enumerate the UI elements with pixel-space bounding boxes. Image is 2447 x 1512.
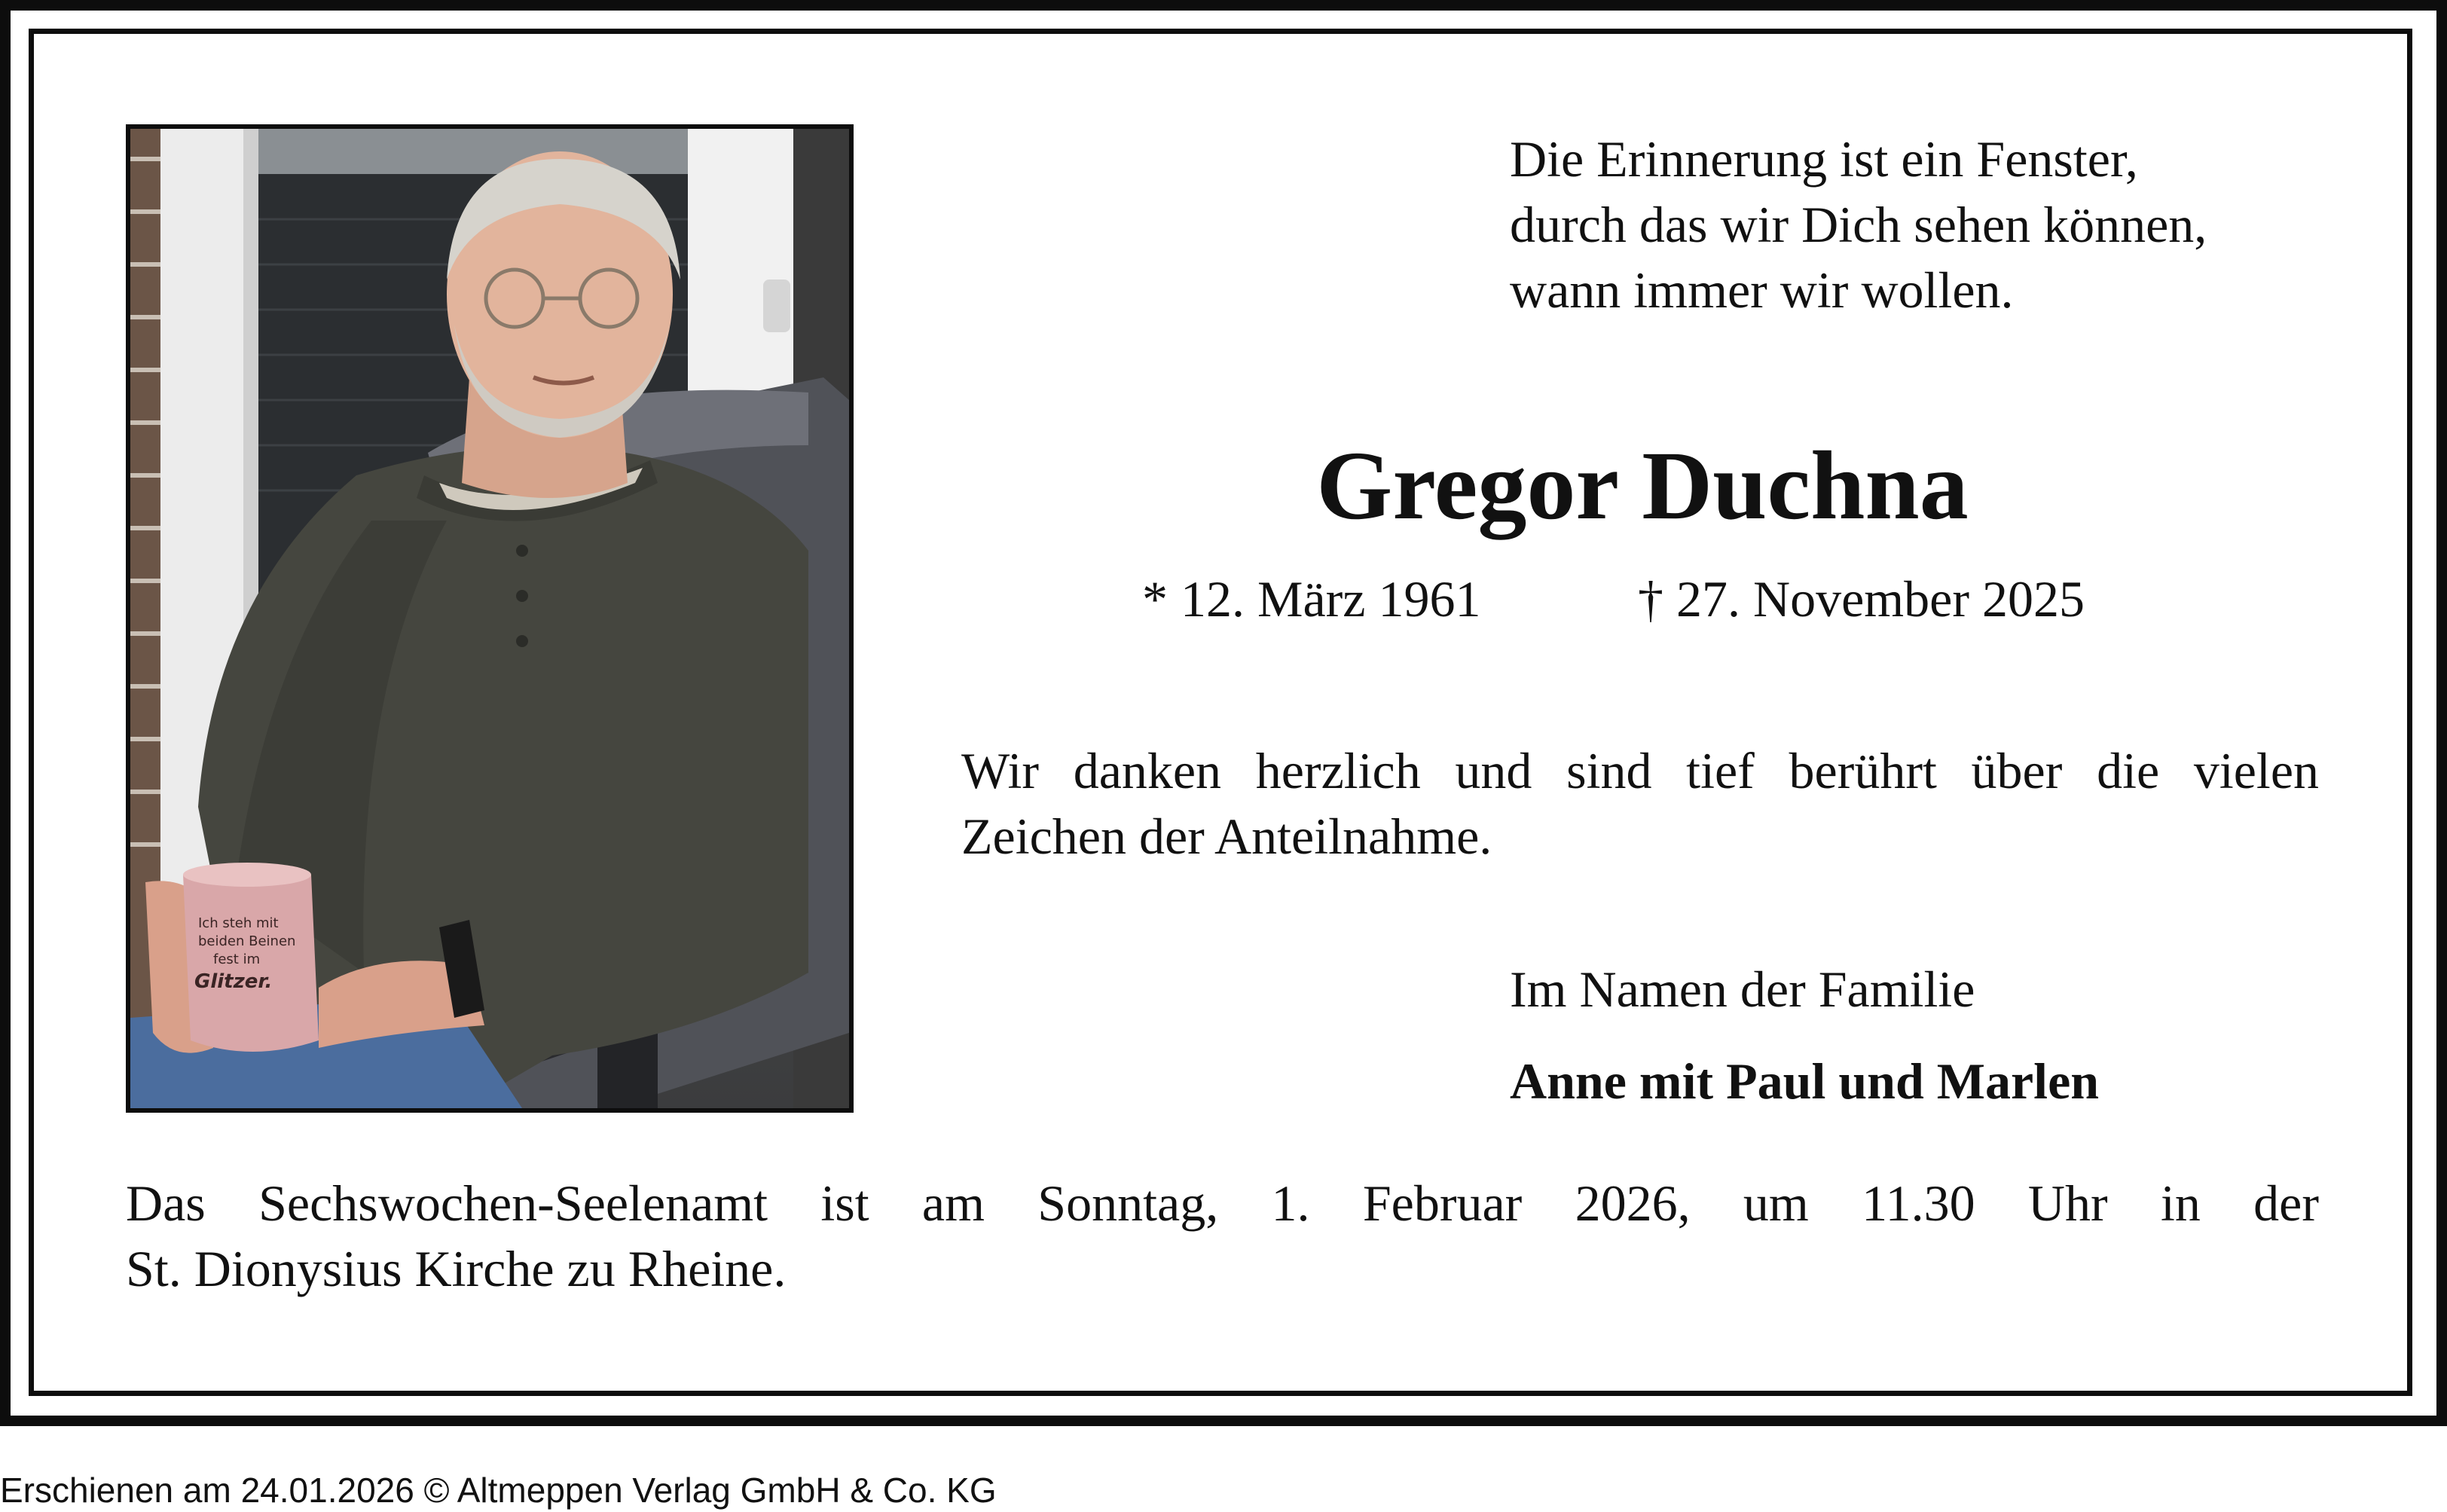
death-date: † 27. November 2025 [1638,570,2085,628]
service-line: Das Sechswochen-Seelenamt ist am Sonntag, 1. Februar 2026, um 11.30 Uhr in der [126,1174,2319,1232]
birth-date: * 12. März 1961 [1142,570,1481,628]
mug-text-line-2: beiden Beinen [198,933,296,949]
family-signers: Anne mit Paul und Marlen [1510,1052,2100,1110]
service-line: St. Dionysius Kirche zu Rheine. [126,1240,787,1297]
thanks-line: Wir danken herzlich und sind tief berührt über die vielen [961,742,2319,799]
quote-line: wann immer wir wollen. [1510,261,2014,319]
quote-line: Die Erinnerung ist ein Fenster, [1510,130,2138,188]
memorial-service-info [126,1171,2319,1302]
family-signoff: Im Namen der Familie [1510,961,1975,1018]
mug-text-line-4: Glitzer. [194,970,273,993]
portrait-photo [126,124,854,1113]
publication-footer: Erschienen am 24.01.2026 © Altmeppen Verlag GmbH & Co. KG [0,1471,997,1510]
mug-text-line-3: fest im [213,951,261,967]
mug-text-line-1: Ich steh mit [198,915,279,931]
deceased-name: Gregor Duchna [1316,432,1969,540]
portrait-illustration [130,129,849,1108]
memorial-quote [1510,127,2339,323]
quote-line: durch das wir Dich sehen können, [1510,196,2207,253]
thanks-line: Zeichen der Anteilnahme. [961,808,1492,865]
thanks-text [961,738,2319,869]
